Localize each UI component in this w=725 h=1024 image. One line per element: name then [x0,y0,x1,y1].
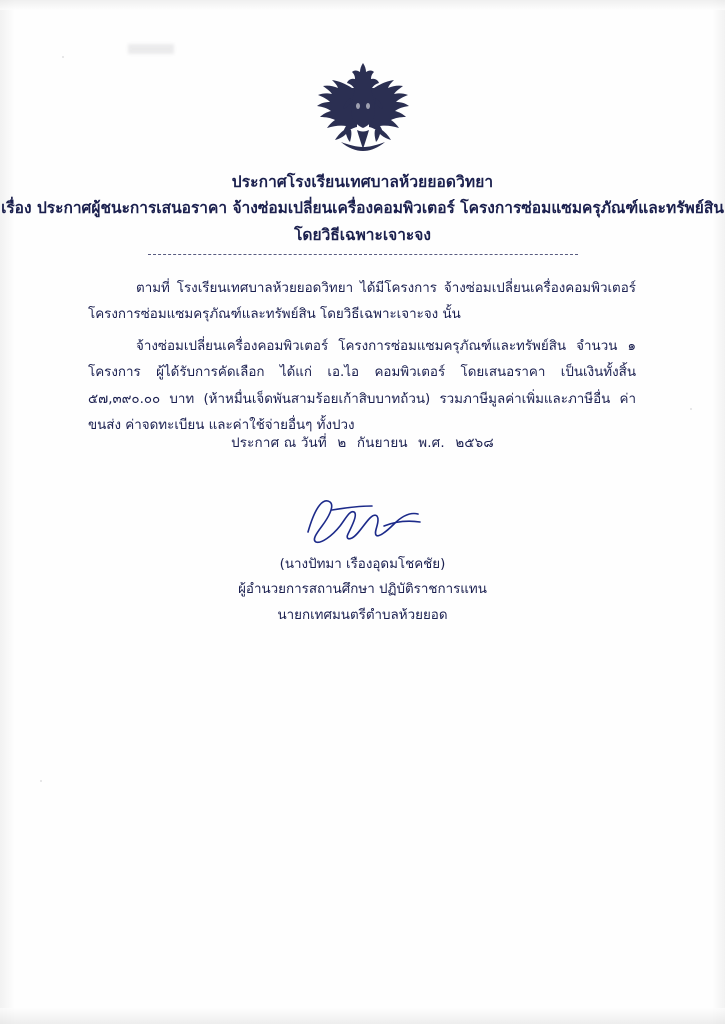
date-prefix: ประกาศ ณ วันที่ [231,436,327,451]
date-day: ๒ [337,436,347,451]
signer-name: (นางปัทมา เรืองอุดมโชคชัย) [279,557,446,572]
signature-block [0,492,725,628]
signer-role-line-2: นายกเทศมนตรีตำบลห้วยยอด [277,607,448,623]
scan-speck [40,780,42,782]
handwritten-signature [288,492,438,550]
body-paragraph-1: ตามที่ โรงเรียนเทศบาลห้วยยอดวิทยา ได้มีโครงการ จ้างซ่อมเปลี่ยนเครื่องคอมพิวเตอร์ โครงการซ่อมแซมครุภัณฑ์และทรัพย์สิน โดยวิธีเฉพาะเจาะจง นั้น [88,281,636,323]
title-divider [148,254,578,255]
scan-speck [690,408,692,410]
announcement-title-line-1: ประกาศโรงเรียนเทศบาลห้วยยอดวิทยา [231,173,494,191]
body-paragraph-2: จ้างซ่อมเปลี่ยนเครื่องคอมพิวเตอร์ โครงการซ่อมแซมครุภัณฑ์และทรัพย์สิน จำนวน ๑ โครงการ ผู้ได้รับการคัดเลือก ได้แก่ เอ.ไอ คอมพิวเตอร์ โดยเสนอราคา เป็นเงินทั้งสิ้น ๕๗,๓๙๐.๐๐ บาท (ห้าหมื่นเจ็ดพันสามร้อยเก้าสิบบาทถ้วน) รวมภาษีมูลค่าเพิ่มและภาษีอื่น ค่าขนส่ง ค่าจดทะเบียน และค่าใช้จ่ายอื่นๆ ทั้งปวง [88,339,636,433]
signer-role-line-1: ผู้อำนวยการสถานศึกษา ปฏิบัติราชการแทน [238,582,487,598]
scan-smudge [128,44,174,54]
paper-edge-top [0,0,725,10]
date-month: กันยายน [356,436,408,451]
announcement-date-line [0,432,725,453]
document-body [88,276,636,445]
scan-speck [62,56,64,58]
paper-edge-bottom [0,1008,725,1024]
date-year-prefix: พ.ศ. [418,436,445,451]
garuda-emblem [311,58,415,154]
announcement-title-line-3: โดยวิธีเฉพาะเจาะจง [294,226,431,245]
announcement-title-line-2: เรื่อง ประกาศผู้ชนะการเสนอราคา จ้างซ่อมเปลี่ยนเครื่องคอมพิวเตอร์ โครงการซ่อมแซมครุภัณฑ์และทรัพย์สิน [1,199,724,218]
document-title-block [0,170,725,249]
date-year: ๒๕๖๘ [455,436,494,451]
